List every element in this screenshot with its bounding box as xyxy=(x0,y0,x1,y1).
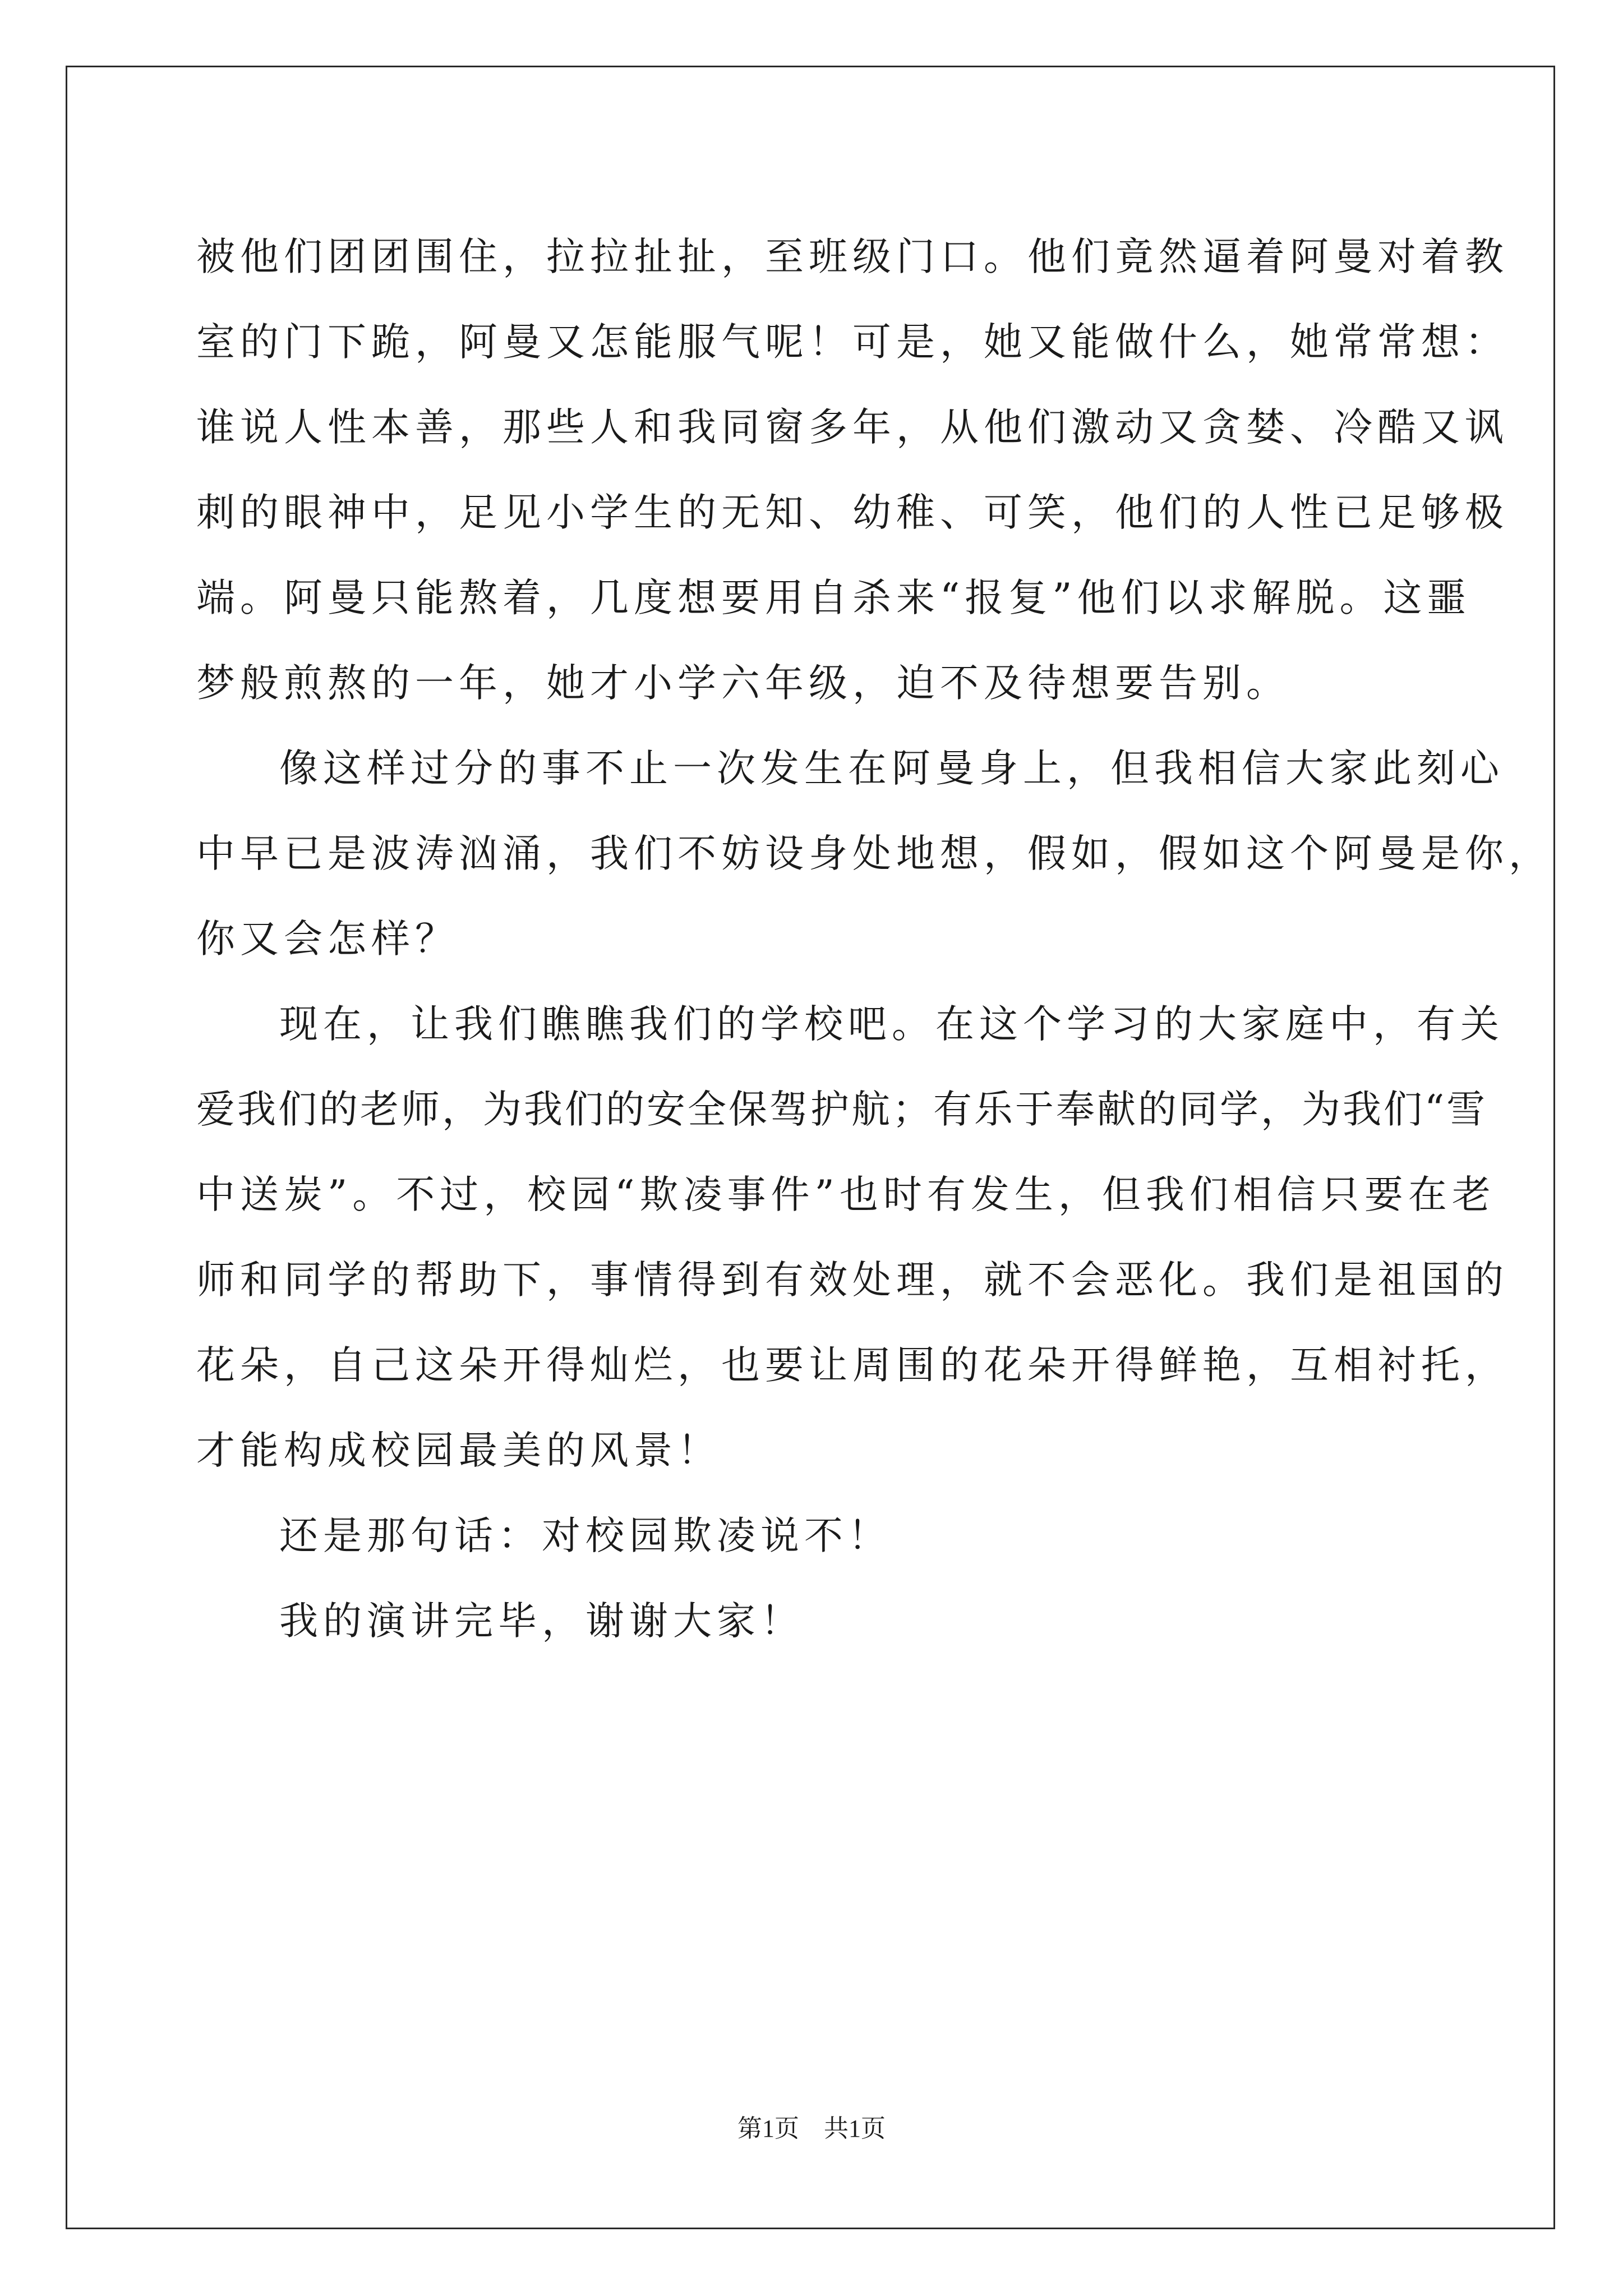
text-line: 室的门下跪，阿曼又怎能服气呢！可是，她又能做什么，她常常想： xyxy=(196,320,1509,365)
text-line: 被他们团团围住，拉拉扯扯，至班级门口。他们竟然逼着阿曼对着教 xyxy=(196,234,1509,279)
text-line: 你又会怎样？ xyxy=(196,917,459,961)
text-line: 中早已是波涛汹涌，我们不妨设身处地想，假如，假如这个阿曼是你， xyxy=(196,831,1552,876)
page-number-footer: 第1页 共1页 xyxy=(737,2115,886,2142)
paragraph-first-line: 像这样过分的事不止一次发生在阿曼身上，但我相信大家此刻心 xyxy=(279,746,1504,791)
paragraph-first-line: 现在，让我们瞧瞧我们的学校吧。在这个学习的大家庭中，有关 xyxy=(279,1002,1504,1047)
text-line: 爱我们的老师，为我们的安全保驾护航；有乐于奉献的同学，为我们“雪 xyxy=(196,1087,1488,1132)
paragraph-first-line: 我的演讲完毕，谢谢大家！ xyxy=(279,1599,804,1644)
text-line: 谁说人性本善，那些人和我同窗多年，从他们激动又贪婪、冷酷又讽 xyxy=(196,405,1509,450)
text-line: 刺的眼神中，足见小学生的无知、幼稚、可笑，他们的人性已足够极 xyxy=(196,490,1509,535)
text-line: 中送炭”。不过，校园“欺凌事件”也时有发生，但我们相信只要在老 xyxy=(196,1172,1496,1217)
text-line: 端。阿曼只能熬着，几度想要用自杀来“报复”他们以求解脱。这噩 xyxy=(196,576,1471,620)
text-line: 花朵，自己这朵开得灿烂，也要让周围的花朵开得鲜艳，互相衬托， xyxy=(196,1343,1509,1388)
text-line: 梦般煎熬的一年，她才小学六年级，迫不及待想要告别。 xyxy=(196,661,1290,706)
text-line: 才能构成校园最美的风景！ xyxy=(196,1428,721,1473)
document-body xyxy=(196,214,1552,1664)
paragraph-first-line: 还是那句话：对校园欺凌说不！ xyxy=(279,1513,892,1558)
text-line: 师和同学的帮助下，事情得到有效处理，就不会恶化。我们是祖国的 xyxy=(196,1258,1509,1303)
